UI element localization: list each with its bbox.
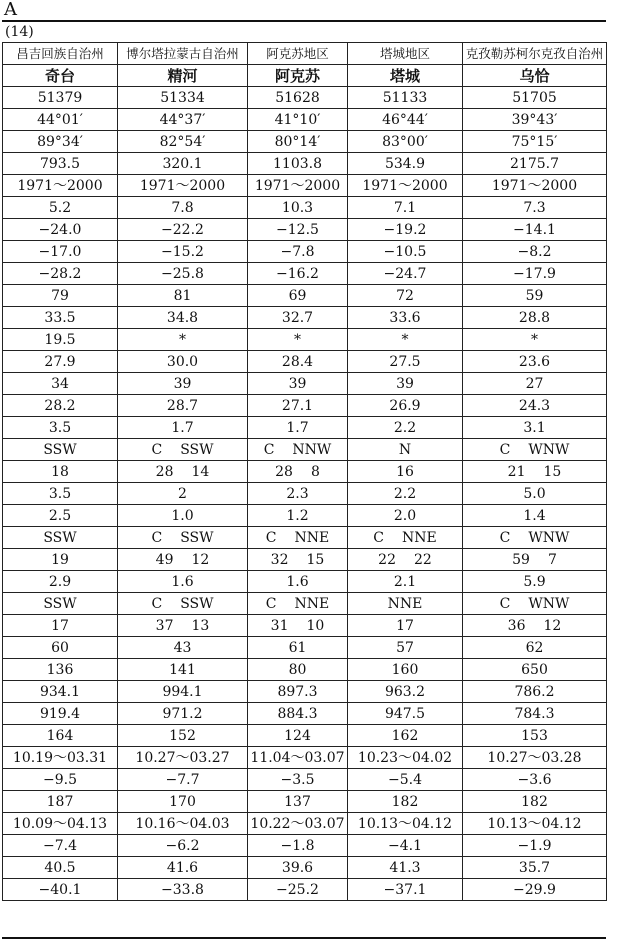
table-cell: 164 [3,725,118,747]
table-cell: 23.6 [463,351,607,373]
table-row [3,725,607,747]
region-cell: 昌吉回族自治州 [3,43,118,65]
cell-value: C [499,529,511,546]
table-cell: −37.1 [348,879,463,901]
cell-value: 32 [270,551,289,568]
table-row [3,329,607,351]
table-cell: 1.0 [118,505,248,527]
table-cell: 971.2 [118,703,248,725]
table-cell: 10.19～03.31 [3,747,118,769]
table-cell: −6.2 [118,835,248,857]
cell-value: SSW [43,595,77,612]
table-cell: −1.8 [248,835,348,857]
table-row [3,439,607,461]
cell-value: WNW [528,529,570,546]
table-cell: 2.9 [3,571,118,593]
table-cell: 10.23～04.02 [348,747,463,769]
station-header-row [3,65,607,87]
table-cell: * [463,329,607,351]
table-cell: 51379 [3,87,118,109]
table-cell: 141 [118,659,248,681]
table-row [3,505,607,527]
table-cell: 41°10′ [248,109,348,131]
table-cell: 62 [463,637,607,659]
table-cell: 19.5 [3,329,118,351]
table-cell: 934.1 [3,681,118,703]
table-cell: 1971～2000 [248,175,348,197]
table-cell: 10.13～04.12 [463,813,607,835]
cell-value: NNE [387,595,423,612]
table-cell: 40.5 [3,857,118,879]
table-cell: 46°44′ [348,109,463,131]
table-row [3,747,607,769]
table-cell [3,461,118,483]
table-cell: 7.3 [463,197,607,219]
cell-value: 22 [414,551,432,568]
table-cell: 2.2 [348,417,463,439]
cell-value: 28 [155,463,174,480]
table-cell: 1.6 [248,571,348,593]
table-cell: 963.2 [348,681,463,703]
table-cell: 2.3 [248,483,348,505]
cell-value: NNE [294,595,330,612]
table-cell [118,527,248,549]
cell-value: NNW [292,441,332,458]
table-cell: 5.9 [463,571,607,593]
table-cell: * [348,329,463,351]
table-cell: 32.7 [248,307,348,329]
table-row [3,373,607,395]
table-cell [463,593,607,615]
table-cell: 2175.7 [463,153,607,175]
table-cell: 3.1 [463,417,607,439]
table-row [3,835,607,857]
table-cell: 1971～2000 [463,175,607,197]
station-cell: 奇台 [3,65,118,87]
table-row [3,153,607,175]
table-cell: 1103.8 [248,153,348,175]
table-cell: 75°15′ [463,131,607,153]
table-cell: 5.0 [463,483,607,505]
table-row [3,703,607,725]
table-cell [3,549,118,571]
table-cell: 947.5 [348,703,463,725]
table-cell: 27.9 [3,351,118,373]
table-cell [348,461,463,483]
table-cell: −28.2 [3,263,118,285]
table-cell [248,549,348,571]
table-row [3,791,607,813]
table-cell: 10.22～03.07 [248,813,348,835]
table-cell: 994.1 [118,681,248,703]
table-cell: 1.2 [248,505,348,527]
table-row [3,87,607,109]
table-cell: −22.2 [118,219,248,241]
table-cell: 3.5 [3,417,118,439]
cell-value: C [151,441,163,458]
cell-value: 49 [155,551,174,568]
table-cell: 41.6 [118,857,248,879]
table-cell: 1.6 [118,571,248,593]
cell-value: 19 [51,551,69,568]
cell-value: 7 [547,551,557,568]
table-cell: 26.9 [348,395,463,417]
region-cell: 克孜勒苏柯尔克孜自治州 [463,43,607,65]
table-cell [463,527,607,549]
table-row [3,395,607,417]
cell-value: NNE [401,529,437,546]
table-cell: 10.3 [248,197,348,219]
cell-value: 37 [155,617,174,634]
table-cell: −10.5 [348,241,463,263]
table-cell: 59 [463,285,607,307]
table-cell: 884.3 [248,703,348,725]
table-cell: 33.5 [3,307,118,329]
table-cell: 89°34′ [3,131,118,153]
cell-value: SSW [180,441,214,458]
table-row [3,813,607,835]
cell-value: 36 [507,617,526,634]
table-cell: −14.1 [463,219,607,241]
table-cell: −3.5 [248,769,348,791]
cell-value: 13 [191,617,210,634]
table-cell: −3.6 [463,769,607,791]
table-cell [248,461,348,483]
table-cell [248,615,348,637]
table-cell: 30.0 [118,351,248,373]
table-cell: 1971～2000 [3,175,118,197]
table-row [3,659,607,681]
table-row [3,549,607,571]
table-cell: 81 [118,285,248,307]
table-cell [348,549,463,571]
table-cell: 72 [348,285,463,307]
cell-value: SSW [43,529,77,546]
table-cell: * [118,329,248,351]
table-cell [3,527,118,549]
table-cell: 41.3 [348,857,463,879]
table-cell: 27 [463,373,607,395]
station-cell: 精河 [118,65,248,87]
table-row [3,483,607,505]
table-cell: −15.2 [118,241,248,263]
table-cell: 61 [248,637,348,659]
table-cell: 34 [3,373,118,395]
table-cell: 7.8 [118,197,248,219]
cell-value: C [373,529,384,546]
table-cell: 24.3 [463,395,607,417]
table-cell: 919.4 [3,703,118,725]
table-cell: 124 [248,725,348,747]
region-header-row [3,43,607,65]
cell-value: 21 [507,463,526,480]
table-cell [3,593,118,615]
table-row [3,241,607,263]
table-cell: 28.7 [118,395,248,417]
table-cell: 162 [348,725,463,747]
region-cell: 阿克苏地区 [248,43,348,65]
table-cell: 10.27～03.28 [463,747,607,769]
table-cell: 44°01′ [3,109,118,131]
table-cell: 160 [348,659,463,681]
table-cell: 43 [118,637,248,659]
climate-data-table [2,42,607,901]
table-cell: 1.7 [248,417,348,439]
table-row [3,263,607,285]
table-row [3,571,607,593]
table-cell: 10.27～03.27 [118,747,248,769]
cell-value: SSW [180,529,214,546]
page-letter: A [4,0,17,20]
table-cell: 39.6 [248,857,348,879]
table-cell: 28.8 [463,307,607,329]
cell-value: 31 [270,617,289,634]
table-cell: −12.5 [248,219,348,241]
table-cell: −8.2 [463,241,607,263]
table-cell: 170 [118,791,248,813]
table-row [3,197,607,219]
cell-value: 17 [51,617,69,634]
table-cell: 187 [3,791,118,813]
table-cell: 11.04～03.07 [248,747,348,769]
table-cell: 320.1 [118,153,248,175]
table-cell [248,439,348,461]
cell-value: C [151,529,163,546]
table-row [3,307,607,329]
table-cell: 35.7 [463,857,607,879]
table-cell: 39 [248,373,348,395]
cell-value: 8 [310,463,320,480]
table-cell [348,615,463,637]
table-cell [118,615,248,637]
table-cell: 786.2 [463,681,607,703]
table-cell: 793.5 [3,153,118,175]
table-cell: 650 [463,659,607,681]
table-cell: −5.4 [348,769,463,791]
table-row [3,131,607,153]
table-cell: −7.8 [248,241,348,263]
table-cell: 2.1 [348,571,463,593]
cell-value: 18 [51,463,69,480]
station-cell: 阿克苏 [248,65,348,87]
cell-value: WNW [528,441,570,458]
table-cell: 60 [3,637,118,659]
table-cell [348,527,463,549]
table-cell: −1.9 [463,835,607,857]
cell-value: 16 [396,463,414,480]
table-row [3,461,607,483]
table-cell: 80°14′ [248,131,348,153]
table-row [3,615,607,637]
cell-value: 12 [191,551,210,568]
cell-value: 14 [191,463,210,480]
cell-value: C [265,595,277,612]
table-cell: 784.3 [463,703,607,725]
table-cell: 2.0 [348,505,463,527]
table-cell: 28.2 [3,395,118,417]
table-row [3,857,607,879]
table-cell: 51628 [248,87,348,109]
table-row [3,219,607,241]
cell-value: 15 [543,463,562,480]
table-cell: * [248,329,348,351]
station-cell: 乌恰 [463,65,607,87]
table-row [3,681,607,703]
table-cell: 82°54′ [118,131,248,153]
region-cell: 博尔塔拉蒙古自治州 [118,43,248,65]
table-cell: 1.4 [463,505,607,527]
table-row [3,593,607,615]
table-cell: 5.2 [3,197,118,219]
table-cell: 7.1 [348,197,463,219]
table-cell: 182 [463,791,607,813]
table-row [3,109,607,131]
table-cell: −16.2 [248,263,348,285]
table-cell: −25.8 [118,263,248,285]
table-cell [463,461,607,483]
cell-value: 12 [543,617,562,634]
table-cell: 137 [248,791,348,813]
table-cell: 44°37′ [118,109,248,131]
cell-value: 28 [275,463,293,480]
table-cell: −25.2 [248,879,348,901]
table-cell: 153 [463,725,607,747]
table-cell [118,549,248,571]
table-cell [118,439,248,461]
table-cell: 897.3 [248,681,348,703]
table-row [3,175,607,197]
data-sheet [2,20,606,939]
table-cell: −24.0 [3,219,118,241]
table-cell: 57 [348,637,463,659]
table-cell: 39 [348,373,463,395]
cell-value: SSW [180,595,214,612]
table-row [3,285,607,307]
cell-value: C [499,441,511,458]
table-caption: (14) [5,24,34,40]
table-cell: 83°00′ [348,131,463,153]
table-cell: 80 [248,659,348,681]
table-cell: 1971～2000 [118,175,248,197]
table-row [3,879,607,901]
table-cell: 10.09～04.13 [3,813,118,835]
table-cell: 39°43′ [463,109,607,131]
table-cell: −19.2 [348,219,463,241]
table-cell: −9.5 [3,769,118,791]
table-cell: 2.5 [3,505,118,527]
cell-value: 10 [306,617,325,634]
table-cell [463,549,607,571]
table-cell: −24.7 [348,263,463,285]
cell-value: C [265,529,277,546]
table-cell: 10.16～04.03 [118,813,248,835]
table-cell: 39 [118,373,248,395]
cell-value: NNE [294,529,330,546]
table-cell: 3.5 [3,483,118,505]
region-cell: 塔城地区 [348,43,463,65]
station-cell: 塔城 [348,65,463,87]
table-cell: 27.5 [348,351,463,373]
table-cell: −4.1 [348,835,463,857]
table-cell: −40.1 [3,879,118,901]
table-row [3,769,607,791]
table-cell: 79 [3,285,118,307]
cell-value: C [263,441,275,458]
table-cell [118,461,248,483]
table-cell [463,439,607,461]
table-row [3,417,607,439]
cell-value: WNW [528,595,570,612]
cell-value: SSW [43,441,77,458]
table-cell: −17.9 [463,263,607,285]
table-cell: 2 [118,483,248,505]
table-cell: 534.9 [348,153,463,175]
table-cell: −7.7 [118,769,248,791]
table-cell: 10.13～04.12 [348,813,463,835]
table-cell: 1971～2000 [348,175,463,197]
cell-value: 15 [306,551,325,568]
table-cell: −17.0 [3,241,118,263]
table-cell: −7.4 [3,835,118,857]
table-row [3,351,607,373]
table-cell: 51133 [348,87,463,109]
cell-value: 22 [378,551,396,568]
table-cell: 51334 [118,87,248,109]
table-cell: −29.9 [463,879,607,901]
table-cell: 136 [3,659,118,681]
table-cell [3,439,118,461]
table-cell [118,593,248,615]
table-cell: 51705 [463,87,607,109]
table-cell: 1.7 [118,417,248,439]
table-cell: 182 [348,791,463,813]
cell-value: C [151,595,163,612]
table-cell: 33.6 [348,307,463,329]
table-cell [348,439,463,461]
table-row [3,527,607,549]
table-cell: 2.2 [348,483,463,505]
table-cell [463,615,607,637]
cell-value: N [398,441,412,458]
table-cell [348,593,463,615]
table-cell: −33.8 [118,879,248,901]
table-cell: 69 [248,285,348,307]
table-cell: 34.8 [118,307,248,329]
table-cell: 152 [118,725,248,747]
table-cell [248,527,348,549]
table-row [3,637,607,659]
cell-value: 17 [396,617,414,634]
table-cell: 28.4 [248,351,348,373]
table-cell [3,615,118,637]
cell-value: 59 [512,551,530,568]
table-cell: 27.1 [248,395,348,417]
table-cell [248,593,348,615]
cell-value: C [499,595,511,612]
